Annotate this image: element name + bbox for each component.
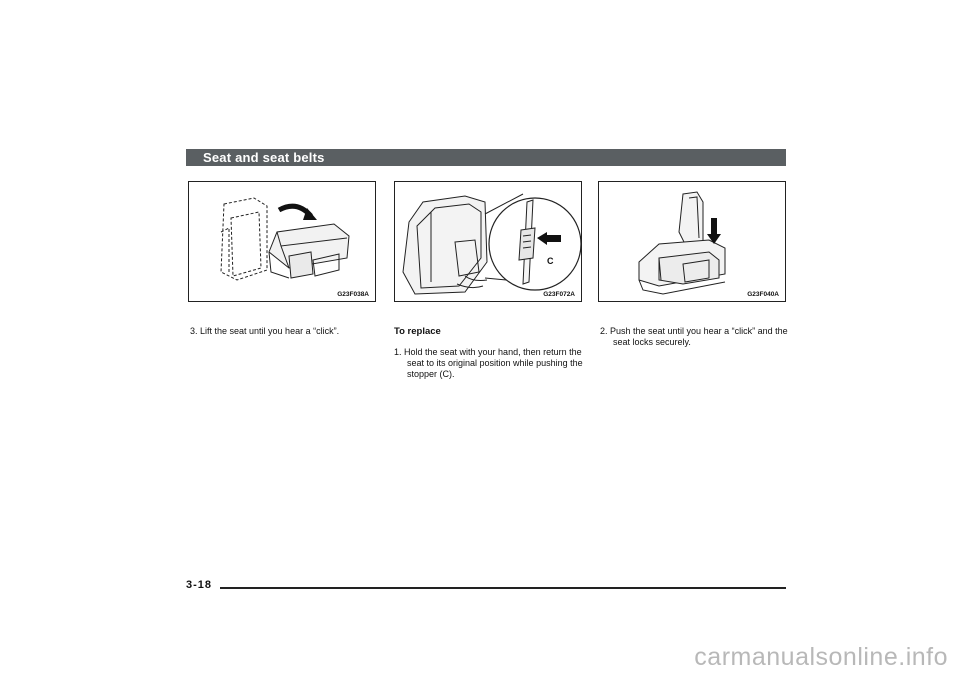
- figure-code: G23F038A: [337, 291, 369, 298]
- callout-label: C: [547, 256, 554, 266]
- footer-rule: [220, 587, 786, 589]
- section-header-bar: [186, 149, 786, 166]
- step-1-text: 1. Hold the seat with your hand, then return the seat to its original position while pushing the stopper (C).: [394, 347, 583, 379]
- seat-lift-illustration: [189, 182, 375, 301]
- section-title: Seat and seat belts: [203, 150, 325, 165]
- seat-push-illustration: [599, 182, 785, 301]
- subheading-to-replace: To replace: [394, 326, 441, 337]
- stopper-illustration: [395, 182, 581, 301]
- step-3-text: 3. Lift the seat until you hear a “click”.: [190, 326, 340, 336]
- column-1-text: [190, 326, 380, 337]
- figure-lift-seat: [188, 181, 376, 302]
- column-2-text: [394, 326, 586, 380]
- figure-push-seat: [598, 181, 786, 302]
- watermark: carmanualsonline.info: [694, 643, 948, 671]
- step-2-text: 2. Push the seat until you hear a “click” and the seat locks securely.: [600, 326, 788, 347]
- figure-code: G23F040A: [747, 291, 779, 298]
- figure-stopper: [394, 181, 582, 302]
- page-number: 3-18: [186, 579, 213, 591]
- column-3-text: [600, 326, 792, 348]
- figure-code: G23F072A: [543, 291, 575, 298]
